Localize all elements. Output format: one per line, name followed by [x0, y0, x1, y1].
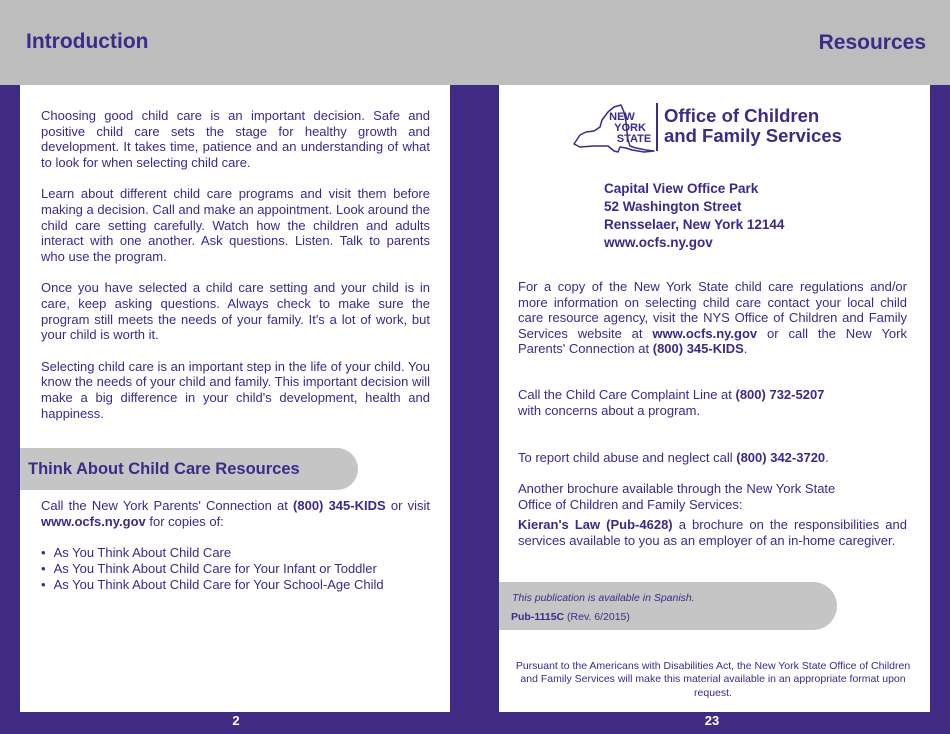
section-tab-think-about: [20, 448, 358, 490]
page-number-right: 23: [704, 713, 720, 728]
logo-divider: [656, 103, 658, 151]
page-number-left: 2: [232, 713, 240, 728]
parents-connection-phone: (800) 345-KIDS: [652, 341, 744, 357]
office-address: [604, 180, 784, 252]
new-york-state-logo: [566, 102, 658, 154]
other-brochure-text: Another brochure available through the New York State Office of Children and Family Services:: [518, 481, 836, 512]
list-item: • As You Think About Child Care for Your Infant or Toddler: [41, 561, 430, 577]
address-website-link[interactable]: www.ocfs.ny.gov: [604, 235, 713, 250]
kierans-law-title: Kieran's Law (Pub-4628): [518, 517, 673, 532]
introduction-text: [41, 108, 430, 437]
address-line: Capital View Office Park: [604, 181, 759, 196]
page-title-left: Introduction: [26, 30, 149, 53]
complaint-line-text: Call the Child Care Complaint Line at (800) 732-5207 with concerns about a program.: [518, 387, 825, 418]
state-label-line: STATE: [616, 133, 652, 145]
list-item: • As You Think About Child Care: [41, 545, 430, 561]
parents-connection-phone: (800) 345-KIDS: [293, 498, 386, 513]
page-title-right: Resources: [818, 31, 926, 54]
state-label-line: YORK: [614, 122, 646, 134]
ocfs-website-link[interactable]: www.ocfs.ny.gov: [41, 513, 146, 529]
publication-info-tab: [499, 582, 837, 630]
publication-list: [41, 545, 430, 592]
kierans-law-text: Kieran's Law (Pub-4628) a brochure on the responsibilities and services available to you as an employer of an in-home caregiver.: [518, 517, 907, 548]
ocfs-website-link[interactable]: www.ocfs.ny.gov: [652, 325, 758, 341]
ocfs-wordmark: Office of Children and Family Services: [664, 105, 842, 146]
state-label-line: NEW: [609, 111, 635, 123]
intro-paragraph: Once you have selected a child care setting and your child is in care, keep asking questions. Always check to make sure the program still meets the needs of your family. It's a lot of work, but your child is worth it.: [41, 280, 430, 343]
intro-paragraph: Selecting child care is an important step in the life of your child. You know the needs of your child and family. This important decision will make a big difference in your child's development, health and happiness.: [41, 358, 430, 421]
intro-paragraph: Choosing good child care is an important decision. Safe and positive child care sets the stage for healthy growth and development. It takes time, patience and an understanding of what to look for when selecting child care.: [41, 108, 430, 170]
spanish-availability-note: This publication is available in Spanish.: [512, 592, 695, 604]
address-line: 52 Washington Street: [604, 199, 742, 214]
intro-paragraph: Learn about different child care programs and visit them before making a decision. Call and make an appointment. Look around the child care setting carefully. Watch how the children and adults interact with one another. Ask questions. Listen. Talk to parents who use the program.: [41, 186, 430, 264]
parents-connection-text: Call the New York Parents' Connection at (800) 345-KIDS or visit www.ocfs.ny.gov for copies of:: [41, 498, 430, 529]
section-heading: Think About Child Care Resources: [28, 460, 300, 478]
list-item: • As You Think About Child Care for Your School-Age Child: [41, 577, 430, 593]
regulations-text: For a copy of the New York State child care regulations and/or more information on selecting child care contact your local child care resource agency, visit the NYS Office of Children and Family Services website at www.ocfs.ny.gov or call the New York Parents' Connection at (800) 345-KIDS.: [518, 279, 907, 357]
abuse-report-text: To report child abuse and neglect call (800) 342-3720.: [518, 450, 829, 465]
complaint-phone: (800) 732-5207: [735, 387, 825, 402]
address-line: Rensselaer, New York 12144: [604, 217, 785, 232]
ada-notice: Pursuant to the Americans with Disabilities Act, the New York State Office of Children and Family Services will make this material available in an appropriate format upon request.: [515, 660, 911, 699]
publication-number: Pub-1115C (Rev. 6/2015): [511, 611, 630, 623]
abuse-hotline-phone: (800) 342-3720: [736, 450, 826, 465]
